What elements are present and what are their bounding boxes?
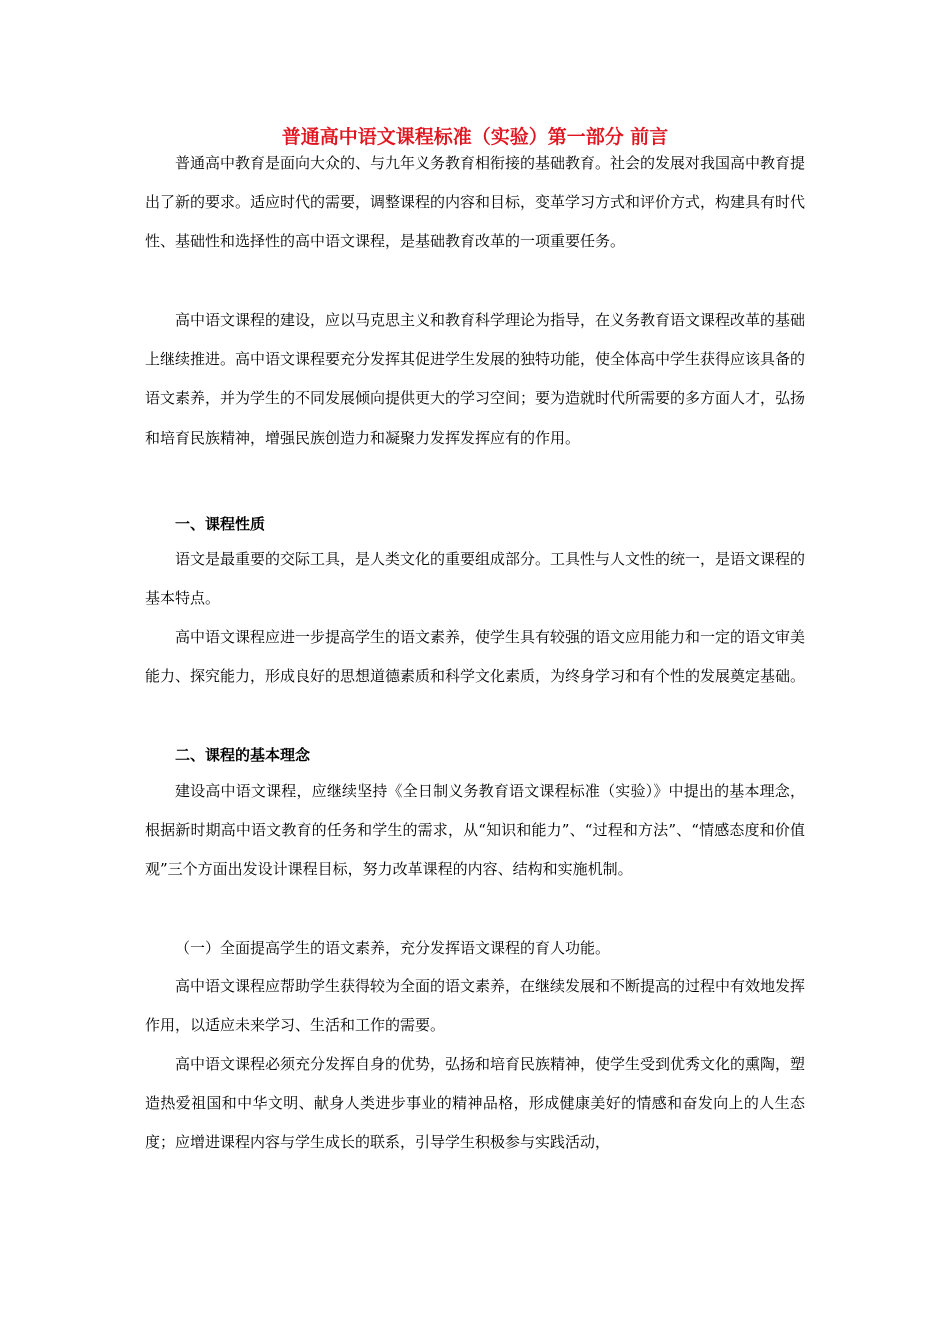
paragraph-8: 高中语文课程必须充分发挥自身的优势，弘扬和培育民族精神，使学生受到优秀文化的熏陶，塑造热爱祖国和中华文明、献身人类进步事业的精神品格，形成健康美好的情感和奋发向上的人生态度；应增进课程内容与学生成长的联系，引导学生积极参与实践活动，	[145, 1055, 806, 1152]
paragraph-6: （一）全面提高学生的语文素养，充分发挥语文课程的育人功能。	[175, 939, 611, 957]
paragraph-3: 语文是最重要的交际工具，是人类文化的重要组成部分。工具性与人文性的统一，是语文课程的基本特点。	[145, 550, 806, 608]
paragraph-7: 高中语文课程应帮助学生获得较为全面的语文素养，在继续发展和不断提高的过程中有效地发挥作用，以适应未来学习、生活和工作的需要。	[145, 977, 806, 1035]
section-heading-2: 二、课程的基本理念	[175, 746, 311, 764]
paragraph-5: 建设高中语文课程，应继续坚持《全日制义务教育语文课程标准（实验）》中提出的基本理念，根据新时期高中语文教育的任务和学生的需求，从“知识和能力”、“过程和方法”、“情感态度和价值观”三个方面出发设计课程目标，努力改革课程的内容、结构和实施机制。	[145, 782, 805, 879]
section-heading-1: 一、课程性质	[175, 515, 266, 533]
paragraph-2: 高中语文课程的建设，应以马克思主义和教育科学理论为指导，在义务教育语文课程改革的基础上继续推进。高中语文课程要充分发挥其促进学生发展的独特功能，使全体高中学生获得应该具备的语文素养，并为学生的不同发展倾向提供更大的学习空间；要为造就时代所需要的多方面人才，弘扬和培育民族精神，增强民族创造力和凝聚力发挥发挥应有的作用。	[145, 311, 806, 447]
document-title: 普通高中语文课程标准（实验）第一部分 前言	[281, 126, 669, 148]
paragraph-1: 普通高中教育是面向大众的、与九年义务教育相衔接的基础教育。社会的发展对我国高中教育提出了新的要求。适应时代的需要，调整课程的内容和目标，变革学习方式和评价方式，构建具有时代性、基础性和选择性的高中语文课程，是基础教育改革的一项重要任务。	[145, 154, 806, 251]
paragraph-4: 高中语文课程应进一步提高学生的语文素养，使学生具有较强的语文应用能力和一定的语文审美能力、探究能力，形成良好的思想道德素质和科学文化素质，为终身学习和有个性的发展奠定基础。	[145, 628, 806, 686]
